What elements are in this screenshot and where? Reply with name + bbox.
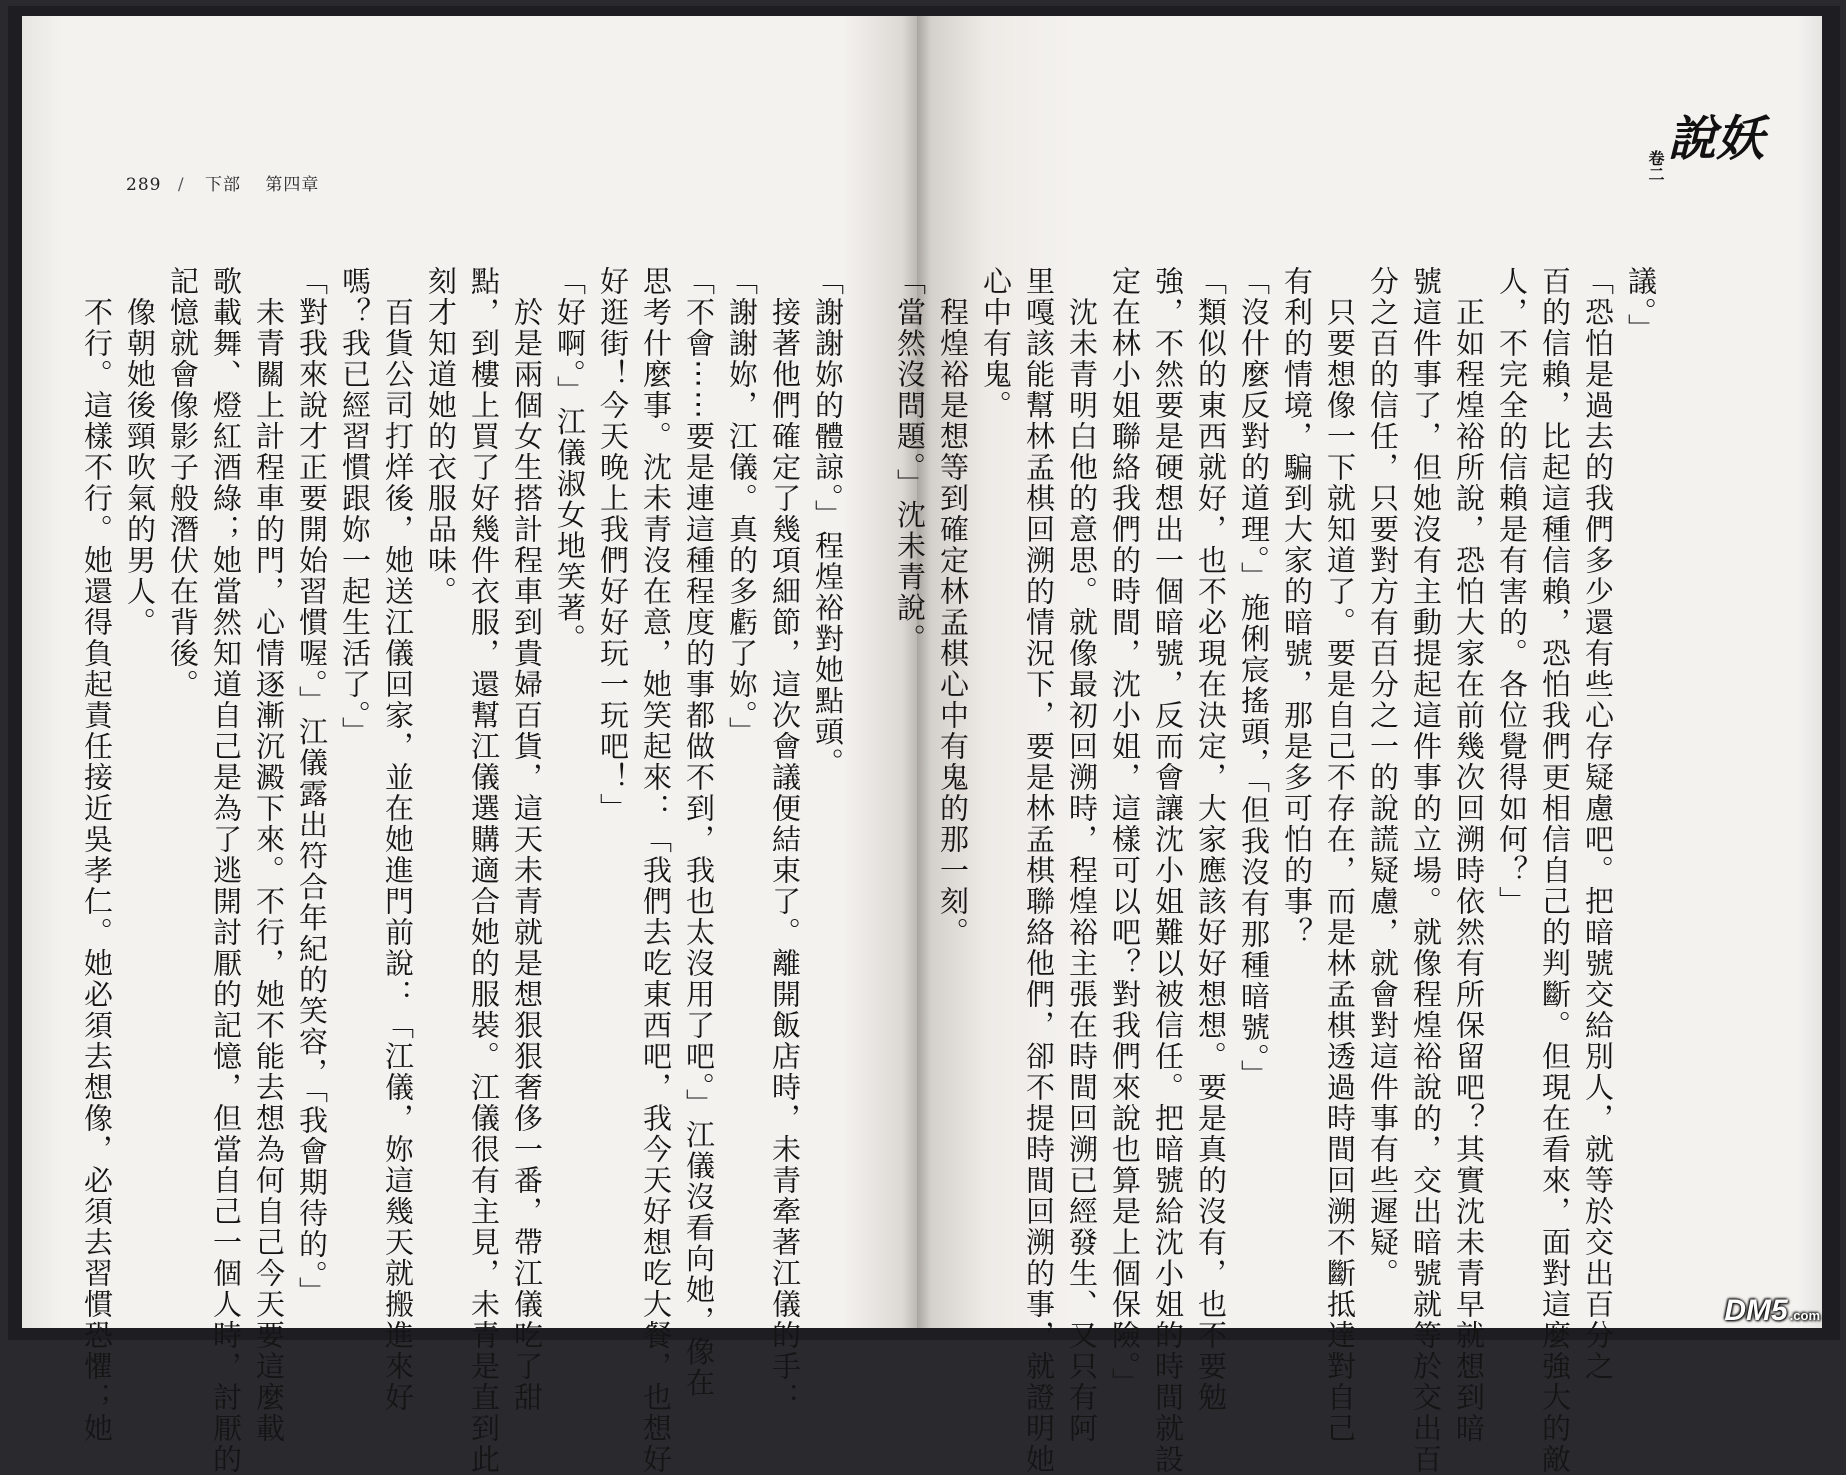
- right-page: [893, 16, 1822, 1475]
- page-number: 289: [126, 175, 162, 195]
- text-column: 百貨公司打烊後，她送江儀回家，並在她進門前說：「江儀，妳這幾天就搬進來好: [381, 266, 415, 1413]
- title-logo-text: 說妖: [1668, 111, 1765, 167]
- text-column: 「不會⋯⋯要是連這種程度的事都做不到，我也太沒用了吧。」江儀沒看向她，像在: [682, 266, 716, 1399]
- text-column: 好逛街！今天晚上我們好好玩一玩吧！」: [596, 266, 630, 824]
- text-column: 「恐怕是過去的我們多少還有些心存疑慮吧。把暗號交給別人，就等於交出百分之: [1581, 266, 1615, 1382]
- text-column: 「謝謝妳，江儀。真的多虧了妳。」: [725, 266, 759, 748]
- right-page-body: [893, 266, 1662, 1475]
- book-spread: [8, 6, 1840, 1475]
- text-column: 像朝她後頸吹氣的男人。: [123, 266, 157, 638]
- part-label: 下部: [205, 175, 241, 195]
- text-column: 「好啊。」江儀淑女地笑著。: [553, 266, 587, 655]
- text-column: 思考什麼事。沈未青沒在意，她笑起來：「我們去吃東西吧，我今天好想吃大餐，也想好: [639, 266, 673, 1475]
- text-column: 「當然沒問題。」沈未青說。: [893, 266, 927, 655]
- text-column: 「類似的東西就好，也不必現在決定，大家應該好好想想。要是真的沒有，也不要勉: [1194, 266, 1228, 1413]
- watermark-suffix: .com: [1789, 1308, 1820, 1323]
- book-title-logo: [1644, 108, 1764, 228]
- text-column: 只要想像一下就知道了。要是自己不存在，而是林孟棋透過時間回溯不斷抵達對自己: [1323, 266, 1357, 1444]
- text-column: 「沒什麼反對的道理。」施俐宸搖頭，「但我沒有那種暗號。」: [1237, 266, 1271, 1091]
- text-column: 記憶就會像影子般潛伏在背後。: [166, 266, 200, 700]
- text-column: 接著他們確定了幾項細節，這次會議便結束了。離開飯店時，未青牽著江儀的手：: [768, 266, 802, 1413]
- text-column: 定在林小姐聯絡我們的時間，沈小姐，這樣可以吧？對我們來說也算是上個保險。」: [1108, 266, 1142, 1399]
- site-watermark: [1724, 1294, 1820, 1328]
- text-column: 心中有鬼。: [979, 266, 1013, 421]
- left-page: [22, 16, 917, 1475]
- text-column: 強，不然要是硬想出一個暗號，反而會讓沈小姐難以被信任。把暗號給沈小姐的時間就設: [1151, 266, 1185, 1475]
- text-column: 有利的情境，騙到大家的暗號，那是多可怕的事？: [1280, 266, 1314, 948]
- text-column: 點，到樓上買了好幾件衣服，還幫江儀選購適合她的服裝。江儀很有主見，未青是直到此: [467, 266, 501, 1475]
- text-column: 不行。這樣不行。她還得負起責任接近吳孝仁。她必須去想像，必須去習慣恐懼；她: [80, 266, 114, 1444]
- text-column: 人，不完全的信賴是有害的。各位覺得如何？」: [1495, 266, 1529, 917]
- text-column: 未青關上計程車的門，心情逐漸沉澱下來。不行，她不能去想為何自己今天要這麼載: [252, 266, 286, 1444]
- text-column: 歌載舞、燈紅酒綠；她當然知道自己是為了逃開討厭的記憶，但當自己一個人時，討厭的: [209, 266, 243, 1475]
- text-column: 「對我來說才正要開始習慣喔。」江儀露出符合年紀的笑容，「我會期待的。」: [295, 266, 329, 1308]
- text-column: 嗎？我已經習慣跟妳一起生活了。」: [338, 266, 372, 748]
- text-column: 正如程煌裕所說，恐怕大家在前幾次回溯時依然有所保留吧？其實沈未青早就想到暗: [1452, 266, 1486, 1444]
- text-column: 「謝謝妳的體諒。」程煌裕對她點頭。: [811, 266, 845, 779]
- text-column: 沈未青明白他的意思。就像最初回溯時，程煌裕主張在時間回溯已經發生、又只有阿: [1065, 266, 1099, 1444]
- text-column: 議。」: [1624, 266, 1658, 345]
- chapter-label: 第四章: [265, 175, 320, 195]
- text-column: 刻才知道她的衣服品味。: [424, 266, 458, 607]
- text-column: 程煌裕是想等到確定林孟棋心中有鬼的那一刻。: [936, 266, 970, 948]
- left-page-body: [79, 266, 849, 1475]
- text-column: 里嘎該能幫林孟棋回溯的情況下，要是林孟棋聯絡他們，卻不提時間回溯的事，就證明她: [1022, 266, 1056, 1475]
- text-column: 號這件事了，但她沒有主動提起這件事的立場。就像程煌裕說的，交出暗號就等於交出百: [1409, 266, 1443, 1475]
- text-column: 分之百的信任，只要對方有百分之一的說謊疑慮，就會對這件事有些遲疑。: [1366, 266, 1400, 1289]
- running-header: [126, 170, 319, 195]
- volume-label: 卷二: [1646, 150, 1665, 182]
- text-column: 百的信賴，比起這種信賴，恐怕我們更相信自己的判斷。但現在看來，面對這麼強大的敵: [1538, 266, 1572, 1475]
- watermark-brand: DM5: [1724, 1294, 1788, 1327]
- header-separator: /: [177, 175, 185, 195]
- text-column: 於是兩個女生搭計程車到貴婦百貨，這天未青就是想狠狠奢侈一番，帶江儀吃了甜: [510, 266, 544, 1413]
